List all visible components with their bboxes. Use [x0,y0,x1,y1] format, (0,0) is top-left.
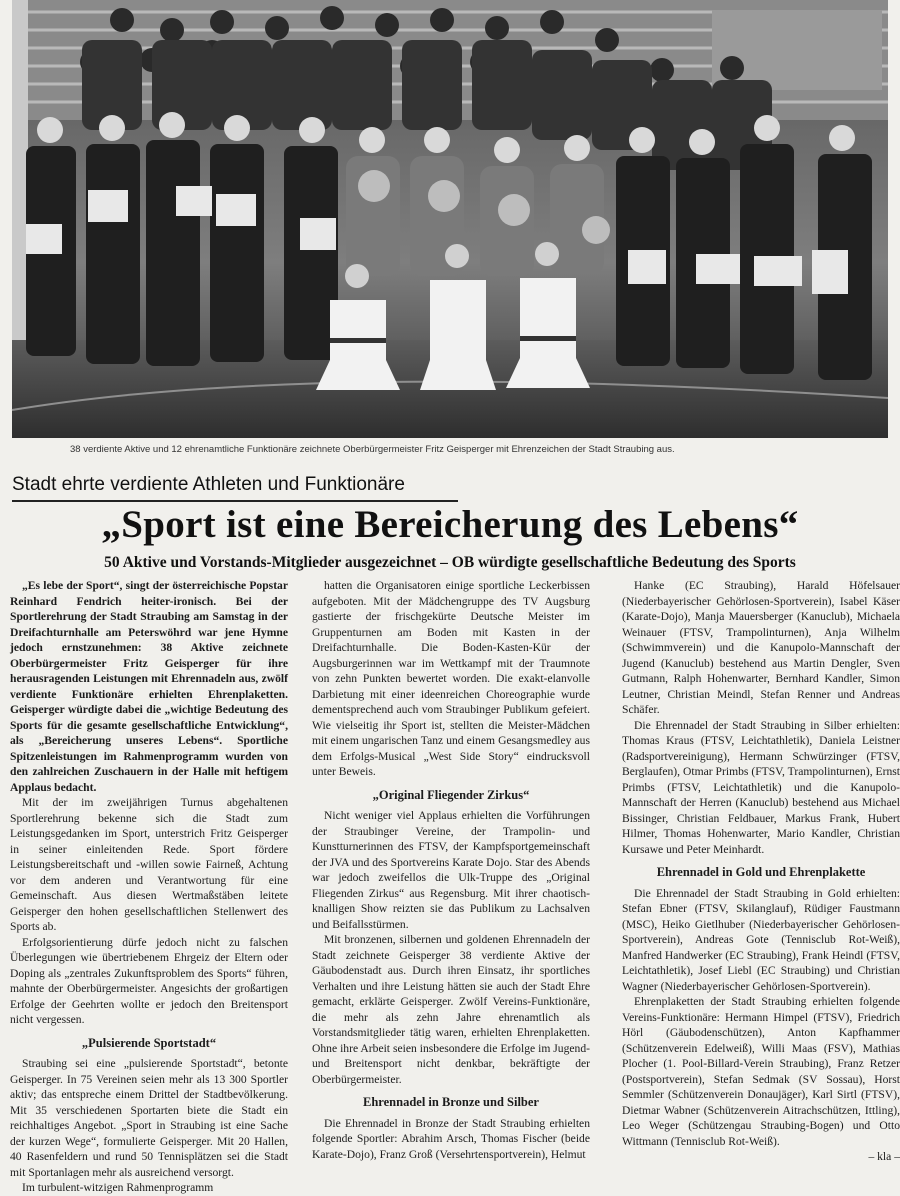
text-column-1 [10,578,288,1194]
paragraph: Mit bronzenen, silbernen und goldenen Ehrennadeln der Stadt zeichnete Geisperger 38 verdiente Aktive der Gäubodenstadt aus. Durch ihren Einsatz, ihr sportliches Verhalten und ihre Leistung hätten sie auch der Stadt Ehre gemacht, erklärte Geisperger. Zwölf Vereins-Funktionäre, die mehr als zehn Jahre ehrenamtlich als Vorstandsmitglieder tätig waren, erhielten Ehrenplaketten. Ohne ihre Arbeit seien insbesondere die Erfolge im Jugend- und Breitensport nicht denkbar, bekräftigte der Oberbürgermeister. [312,933,590,1086]
author-signature: – kla – [868,1150,900,1163]
paragraph: Ehrenplaketten der Stadt Straubing erhielten folgende Vereins-Funktionäre: Hermann Himpel (FTSV), Friedrich Hörl (Gäubodenschützen), Anton Kapfhammer (Schützenverein Edelweiß), Willi Maas (FSV), Mathias Plocher (1. Pool-Billard-Verein Straubing), Franz Retzer (Postsportverein), Stefan Sedmak (SV Sossau), Horst Semmler (Schützenverein Donaujäger), Karl Sirtl (FTSV), Dietmar Wabner (Schützenverein Aitrachschützen, Ittling), Leo Weger (Schützengau Straubing-Bogen) und Otto Wittmann (Tennisclub Rot-Weiß). [622,995,900,1148]
section-heading: Ehrennadel in Bronze und Silber [363,1095,539,1109]
section-heading: „Pulsierende Sportstadt“ [81,1035,217,1050]
paragraph: Hanke (EC Straubing), Harald Höfelsauer (Niederbayerischer Gehörlosen-Sportverein), Isabel Käser (Karate-Dojo), Manja Mauersberger (Kanuclub), Michaela Weinauer (FTSV, Trampolinturnen), Anja Wilhelm (Schwimmverein) und die Kanupolo-Mannschaft der Jugend (Kanuclub) bestehend aus Martin Dengler, Sven Gutmann, Ralph Hohenwarter, Bernhard Kandler, Simon Leutner, Christian Meindl, Stefan Renner und Andreas Schäfer. [622,579,900,716]
paragraph: Im turbulent-witzigen Rahmenprogramm [22,1181,214,1194]
lead-paragraph: „Es lebe der Sport“, singt der österreichische Popstar Reinhard Fendrich heiter-ironisch. Bei der Sportlerehrung der Stadt Straubing am Samstag in der Dreifachturnhalle am Peterswöhrd war jene Hymne jedoch ernstzunehmen: 38 Aktive zeichnete Oberbürgermeister Fritz Geisperger für ihre herausragenden Leistungen mit Ehrennadeln aus, zwölf verdiente Funktionäre erhielten Ehrenplaketten. Geisperger würdigte dabei die „wichtige Bedeutung des Sports für die gesamte gesellschaftliche Entwicklung“, als „Bereicherung unseres Lebens“. Sportliche Spitzenleistungen im Rahmenprogramm wurden von den zahlreichen Zuschauern in der Halle mit heftigem Applaus bedacht. [10,579,288,794]
paragraph: Die Ehrennadel der Stadt Straubing in Gold erhielten: Stefan Ebner (FTSV, Skilanglauf), Rüdiger Faustmann (MSC), Heiko Gietlhuber (Niederbayerischer Gehörlosen-Sportverein), Andreas Gote (Tennisclub Rot-Weiß), Manfred Handwerker (EC Straubing), Frank Heindl (FTSV, Leichtathletik), Josef Liebl (EC Straubing) und Christian Wagner (Niederbayerischer Gehörlosen-Sportverein). [622,886,900,993]
paragraph: Die Ehrennadel in Bronze der Stadt Straubing erhielten folgende Sportler: Abrahim Arsch, Thomas Fischer (beide Karate-Dojo), Franz Groß (Versehrtensportverein), Helmut [312,1116,590,1161]
karate-kids [316,242,590,390]
article-subheadline: 50 Aktive und Vorstands-Mitglieder ausgezeichnet – OB würdigte gesellschaftliche Bedeutung des Sports [104,554,796,571]
group-photo-illustration [12,0,888,438]
section-heading: Ehrennadel in Gold und Ehrenplakette [656,865,866,879]
paragraph: Straubing sei eine „pulsierende Sportstadt“, betonte Geisperger. In 75 Vereinen seien mehr als 13 300 Sportler aktiv; das entspreche einem Drittel der Stadtbevölkerung. Mit 35 verschiedenen Sportarten biete die Stadt ein reichhaltiges Angebot. „Sport in Straubing ist eine Sache der kurzen Wege“, formulierte Geisperger. Mit 20 Hallen, 40 Rasenfeldern und rund 50 Tennisplätzen sei die Stadt mit Sportanlagen mehr als ausreichend versorgt. [10,1057,288,1179]
paragraph: Erfolgsorientierung dürfe jedoch nicht zu falschen Überlegungen wie übertriebenem Ehrgeiz der Eltern oder Doping als „zentrales Zukunftsproblem des Sports“ führen, mahnte der Oberbürgermeister. Angesichts der großartigen Erfolge der Geehrten wollte er jedoch den Breitensport nicht vergessen. [10,935,288,1026]
article-kicker: Stadt ehrte verdiente Athleten und Funktionäre [12,474,405,495]
paragraph: Nicht weniger viel Applaus erhielten die Vorführungen der Straubinger Vereine, der Trampolin- und Kunstturnerinnen des FTSV, der Kampfsportgemeinschaft der JVA und des Sportvereins Karate Dojo. Star des Abends war jedoch zweifellos die Ulk-Truppe des „Original Fliegenden Zirkus“ aus Regensburg. Mit ihrer chaotisch-knalligen Show reizten sie das Publikum zu Lachsalven und Beifallsstürmen. [312,809,590,931]
text-column-3 [622,578,900,1163]
paragraph: Mit der im zweijährigen Turnus abgehaltenen Sportlerehrung bekenne sich die Stadt zum Leistungsgedanken im Sport, unterstrich Fritz Geisperger in seiner einleitenden Rede. Sport fördere Leistungsbereitschaft und -willen sowie Fairneß, Achtung vor dem anderen und Verantwortung für eine Gemeinschaft. Aus diesen Wertmaßstäben leitete Geisperger den hohen gesellschaftlichen Stellenwert des Sports ab. [10,796,288,933]
group-photo [12,0,888,438]
paragraph: Die Ehrennadel der Stadt Straubing in Silber erhielten: Thomas Kraus (FTSV, Leichtathletik), Daniela Leistner (Radsportvereinigung), Hermann Schwürzinger (FTSV, Berglaufen), Otmar Primbs (FTSV, Trampolinturnen), Ernst Primbs (FTSV, Leichtathletik) und die Kanupolo-Mannschaft der Herren (Kanuclub) bestehend aus Michael Bissinger, Christian Feldbauer, Markus Frank, Hubert Hilmer, Thomas Hohenwarter, Mario Kandler, Christian Kursawe und Peter Meinhardt. [622,718,900,856]
article-headline: „Sport ist eine Bereicherung des Lebens“ [101,503,799,546]
section-heading: „Original Fliegender Zirkus“ [372,787,530,802]
paragraph: hatten die Organisatoren einige sportliche Leckerbissen aufgeboten. Mit der Mädchengruppe des TV Augsburg gastierte der frischgekürte Deutsche Meister im Gruppenturnen am Boden mit Kasten in der Dreifachturnhalle. Die Boden-Kasten-Kür der Augsburgerinnen war im Wettkampf mit der Traumnote von zehn Punkten bewertet worden. Die exakt-elanvolle Darbietung mit einer ideenreichen Choreographie wurde dementsprechend auch vom Straubinger Publikum gefeiert. Wie vielseitig ihr Sport ist, stellten die Meister-Mädchen mit einem ungarischen Tanz und einem Gesangsmedley aus dem Erfolgs-Musical „West Side Story“ eindrucksvoll unter Beweis. [312,579,590,778]
text-column-2 [312,578,590,1161]
photo-caption: 38 verdiente Aktive und 12 ehrenamtliche Funktionäre zeichnete Oberbürgermeister Fritz Geisperger mit Ehrenzeichen der Stadt Straubing aus. [70,444,675,455]
